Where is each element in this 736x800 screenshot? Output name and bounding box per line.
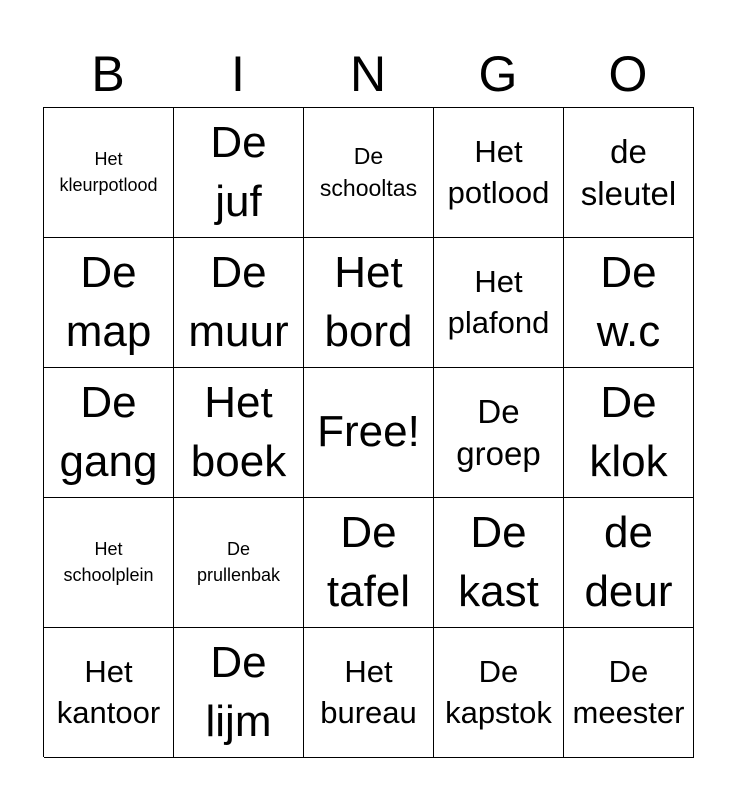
free-space-text: Free! xyxy=(317,407,420,457)
bingo-cell[interactable] xyxy=(304,108,434,238)
bingo-cell[interactable] xyxy=(44,628,174,758)
bingo-cell-text: Het kantoor xyxy=(56,653,161,730)
bingo-cell[interactable] xyxy=(434,628,564,758)
bingo-cell-text: de sleutel xyxy=(580,133,677,212)
bingo-cell[interactable] xyxy=(304,498,434,628)
bingo-cell-text: De w.c xyxy=(596,248,661,356)
bingo-cell[interactable] xyxy=(434,498,564,628)
bingo-cell[interactable] xyxy=(44,238,174,368)
bingo-cell-text: De prullenbak xyxy=(196,539,281,585)
bingo-header xyxy=(43,40,693,108)
bingo-cell-text: De klok xyxy=(589,378,668,486)
bingo-cell-text: De map xyxy=(65,248,152,356)
bingo-cell-text: Het boek xyxy=(190,378,287,486)
bingo-cell[interactable] xyxy=(174,498,304,628)
bingo-cell-text: de deur xyxy=(584,508,673,616)
bingo-cell[interactable] xyxy=(174,628,304,758)
bingo-cell-text: Het bord xyxy=(324,248,413,356)
header-letter-b: B xyxy=(91,46,125,102)
bingo-cell-text: De tafel xyxy=(326,508,411,616)
bingo-cell[interactable] xyxy=(174,368,304,498)
header-letter-n: N xyxy=(349,46,387,102)
bingo-cell-text: Het potlood xyxy=(447,133,550,210)
header-letter-o: O xyxy=(608,46,648,102)
header-letter-i: I xyxy=(231,46,245,102)
bingo-cell-text: De kast xyxy=(458,508,539,616)
bingo-cell[interactable] xyxy=(174,108,304,238)
bingo-cell[interactable] xyxy=(174,238,304,368)
bingo-cell[interactable] xyxy=(564,108,694,238)
bingo-cell-text: Het bureau xyxy=(320,653,417,730)
bingo-cell-text: De muur xyxy=(188,248,289,356)
bingo-cell-text: Het schoolplein xyxy=(63,539,154,585)
bingo-cell-text: De lijm xyxy=(205,638,272,746)
bingo-cell-text: De groep xyxy=(456,393,541,472)
bingo-cell-text: De gang xyxy=(59,378,158,486)
bingo-cell[interactable] xyxy=(44,498,174,628)
bingo-card-grid xyxy=(43,107,694,757)
bingo-cell[interactable] xyxy=(564,368,694,498)
bingo-cell[interactable] xyxy=(564,628,694,758)
bingo-cell-text: Het plafond xyxy=(447,263,550,340)
bingo-cell-text: De kapstok xyxy=(445,653,552,730)
bingo-cell-text: De schooltas xyxy=(319,142,418,201)
bingo-cell[interactable] xyxy=(44,368,174,498)
bingo-cell[interactable] xyxy=(44,108,174,238)
bingo-cell-text: De meester xyxy=(572,653,685,730)
bingo-cell[interactable] xyxy=(304,238,434,368)
free-space-cell[interactable] xyxy=(304,368,434,498)
bingo-cell[interactable] xyxy=(564,238,694,368)
bingo-cell[interactable] xyxy=(304,628,434,758)
bingo-cell[interactable] xyxy=(434,368,564,498)
bingo-cell[interactable] xyxy=(564,498,694,628)
bingo-cell[interactable] xyxy=(434,238,564,368)
bingo-cell-text: Het kleurpotlood xyxy=(59,149,158,195)
bingo-cell-text: De juf xyxy=(210,118,267,226)
bingo-cell[interactable] xyxy=(434,108,564,238)
header-letter-g: G xyxy=(478,46,518,102)
